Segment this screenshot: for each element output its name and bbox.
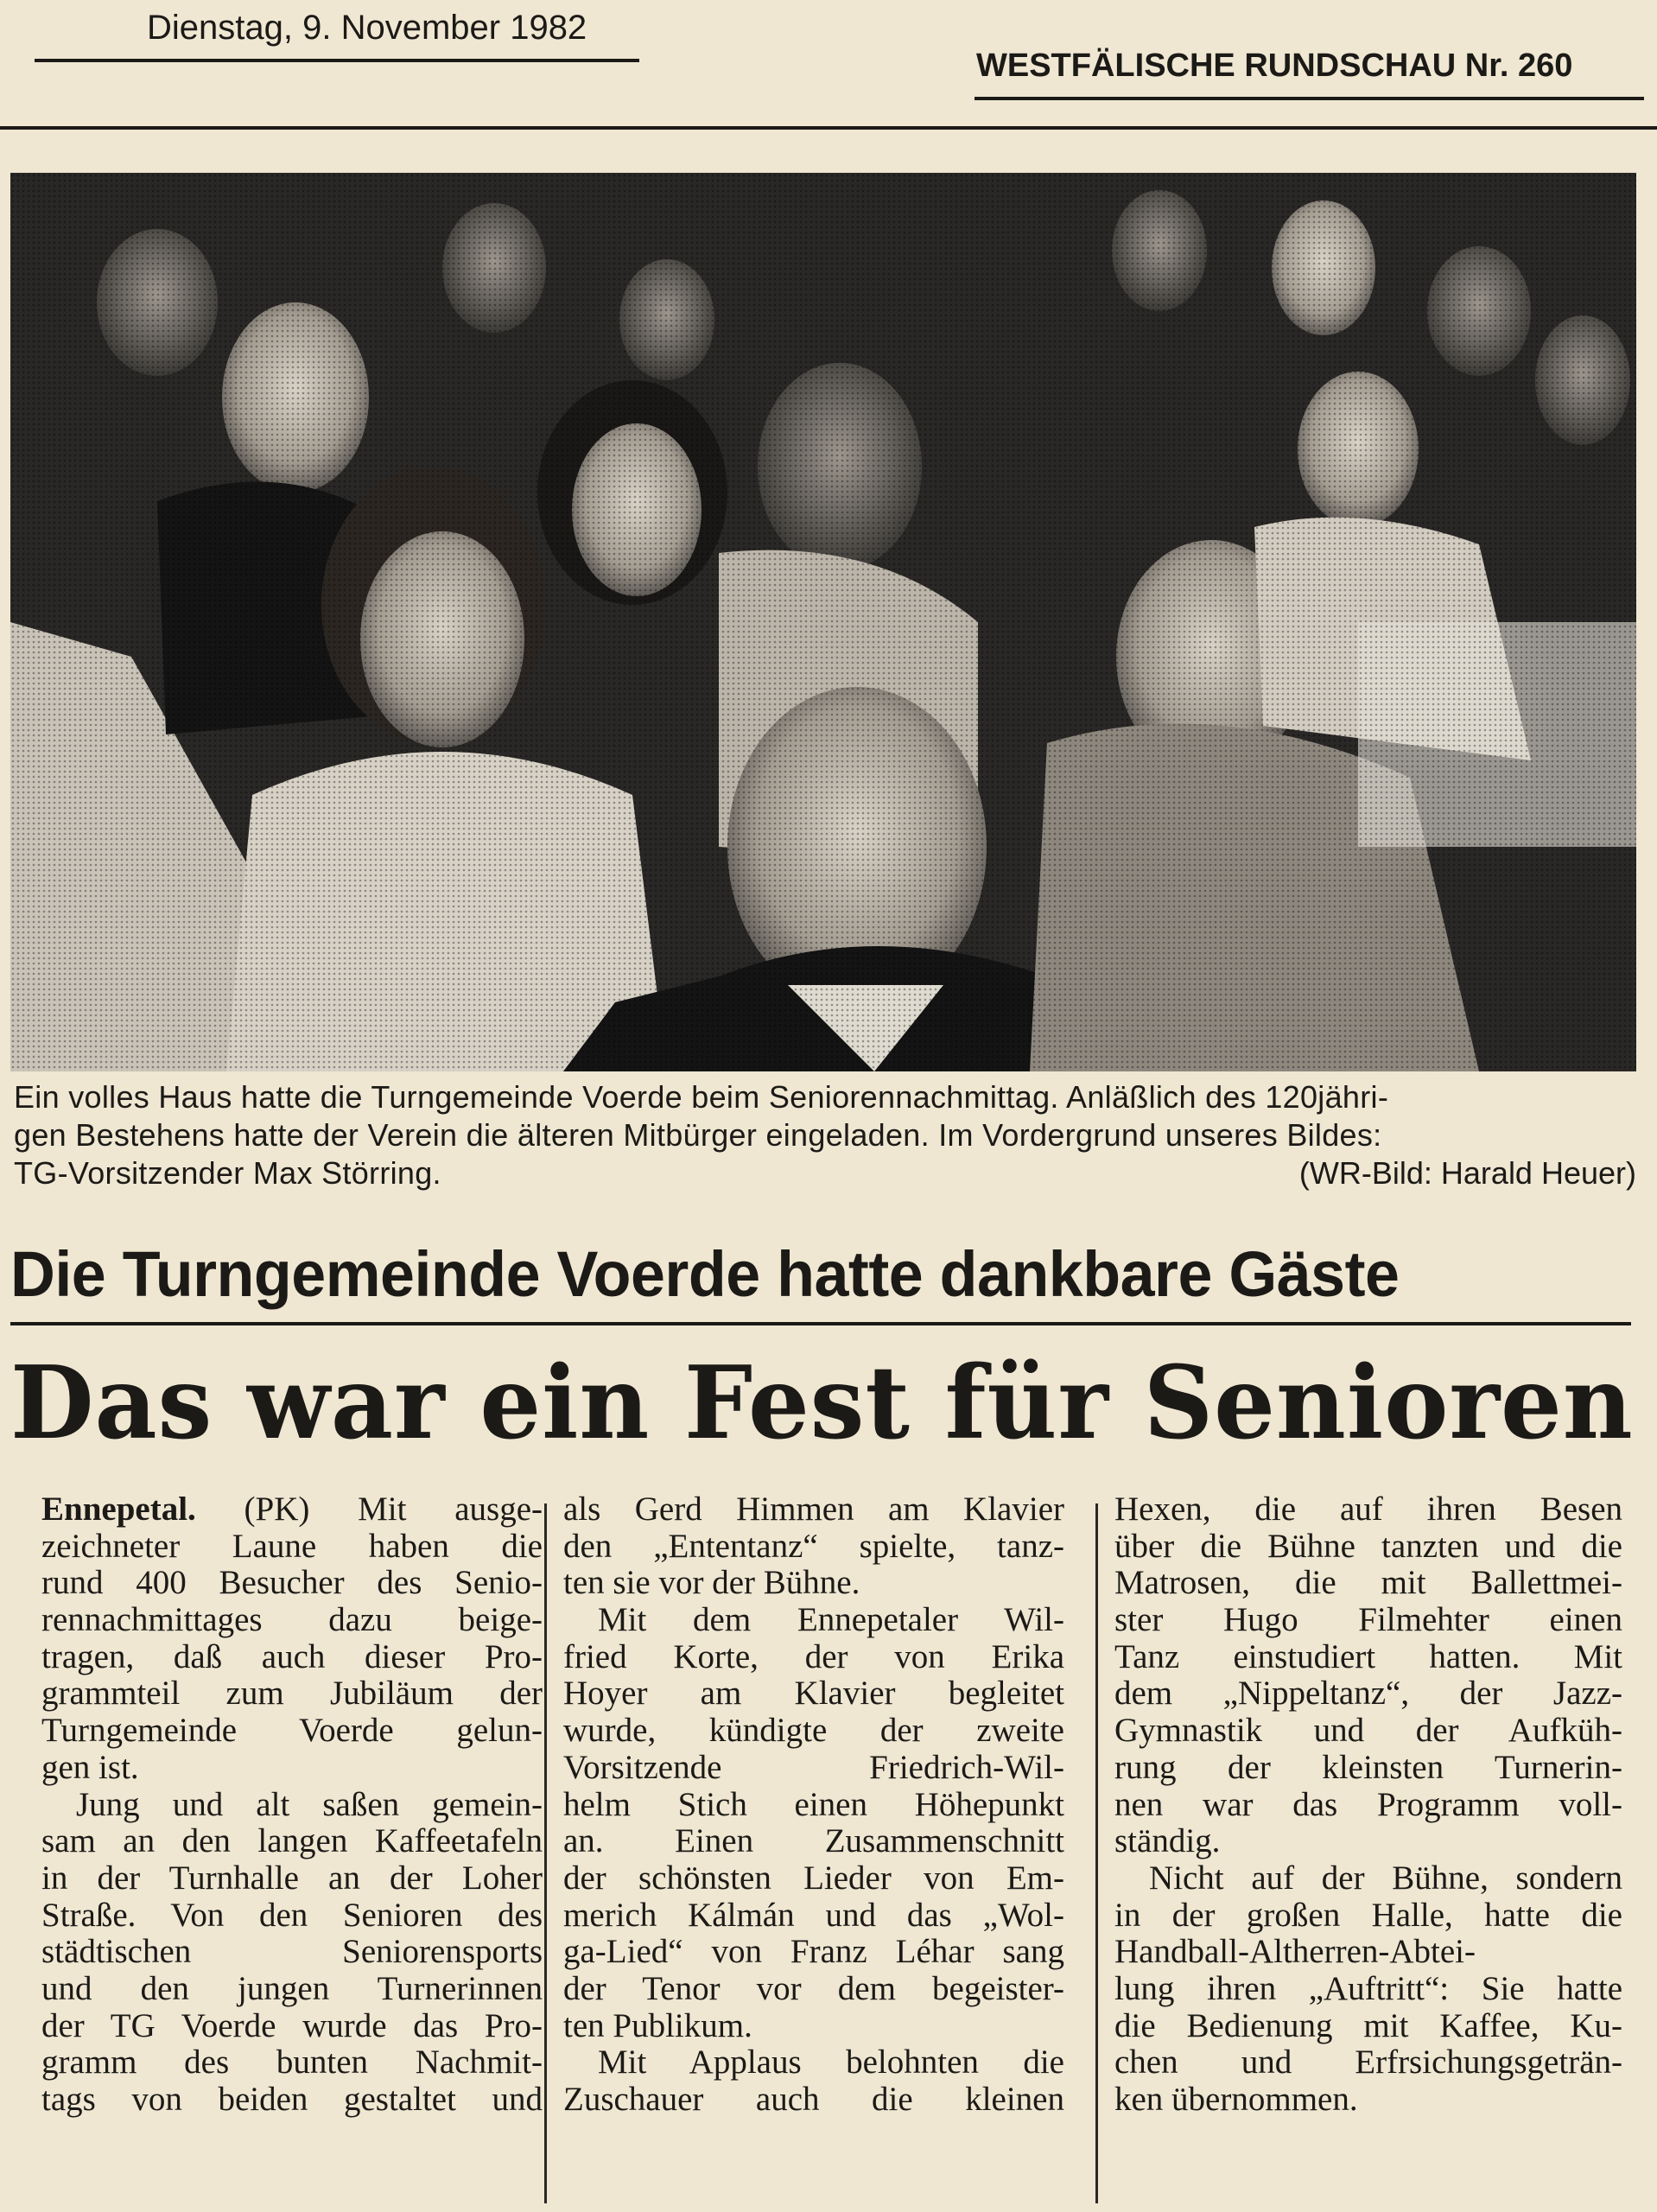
article-line: an. Einen Zusammenschnitt xyxy=(563,1823,1064,1860)
article-line: städtischen Seniorensports xyxy=(41,1934,543,1971)
article-line: fried Korte, der von Erika xyxy=(563,1638,1064,1675)
article-line: ständig. xyxy=(1114,1823,1221,1860)
article-line: ster Hugo Filmehter einen xyxy=(1114,1602,1622,1639)
date-underline xyxy=(35,59,639,62)
article-line: Nicht auf der Bühne, sondern xyxy=(1149,1859,1622,1897)
article-line: Hoyer am Klavier begleitet xyxy=(563,1675,1064,1713)
column-rule-2 xyxy=(1095,1503,1098,2203)
photo-caption-line-1: Ein volles Haus hatte die Turngemeinde Voerde beim Seniorennachmittag. Anläßlich des 120jähri- xyxy=(14,1079,1389,1115)
photo-caption-line-2: gen Bestehens hatte der Verein die älteren Mitbürger eingeladen. Im Vordergrund unseres Bildes: xyxy=(14,1117,1382,1153)
article-line: chen und Erfrsichungsgeträn- xyxy=(1114,2044,1622,2082)
article-line: rund 400 Besucher des Senio- xyxy=(41,1565,543,1602)
article-line: der TG Voerde wurde das Pro- xyxy=(41,2007,543,2044)
article-line: Handball-Altherren-Abtei- xyxy=(1114,1934,1476,1971)
article-line: Gymnastik und der Aufküh- xyxy=(1114,1713,1622,1750)
article-line: ten Publikum. xyxy=(563,2007,752,2044)
article-line: sam an den langen Kaffeetafeln xyxy=(41,1823,543,1860)
article-line: gramm des bunten Nachmit- xyxy=(41,2044,543,2082)
article-line: merich Kálmán und das „Wol- xyxy=(563,1897,1064,1934)
headline-rule xyxy=(10,1322,1631,1325)
article-line: der schönsten Lieder von Em- xyxy=(563,1859,1064,1897)
column-rule-1 xyxy=(544,1503,547,2203)
article-column-2 xyxy=(563,1491,1064,2119)
article-column-1 xyxy=(41,1491,543,2119)
article-line: Jung und alt saßen gemein- xyxy=(76,1786,543,1823)
article-line xyxy=(41,1491,543,1529)
masthead-underline xyxy=(975,97,1644,100)
article-line: die Bedienung mit Kaffee, Ku- xyxy=(1114,2007,1622,2044)
article-line: ga-Lied“ von Franz Léhar sang xyxy=(563,1934,1064,1971)
article-line: über die Bühne tanzten und die xyxy=(1114,1528,1622,1565)
article-line: Vorsitzende Friedrich-Wil- xyxy=(563,1749,1064,1786)
headline: Das war ein Fest für Senioren xyxy=(10,1344,1634,1462)
crowd-photo-illustration xyxy=(10,173,1636,1071)
article-line: grammteil zum Jubiläum der xyxy=(41,1675,543,1713)
photo-credit: (WR-Bild: Harald Heuer) xyxy=(1298,1155,1636,1191)
article-line: rennachmittages dazu beige- xyxy=(41,1602,543,1639)
article-line: Mit dem Ennepetaler Wil- xyxy=(598,1602,1064,1639)
article-line: dem „Nippeltanz“, der Jazz- xyxy=(1114,1675,1622,1713)
article-line: wurde, kündigte der zweite xyxy=(563,1713,1064,1750)
article-line: rung der kleinsten Turnerin- xyxy=(1114,1749,1622,1786)
article-line: Straße. Von den Senioren des xyxy=(41,1897,543,1934)
subheadline: Die Turngemeinde Voerde hatte dankbare Gäste xyxy=(10,1238,1400,1310)
dateline: Ennepetal. xyxy=(41,1491,196,1528)
article-line: lung ihren „Auftritt“: Sie hatte xyxy=(1114,1970,1622,2007)
article-line: den „Ententanz“ spielte, tanz- xyxy=(563,1528,1064,1565)
article-line: Zuschauer auch die kleinen xyxy=(563,2082,1064,2118)
article-line: Matrosen, die mit Ballettmei- xyxy=(1114,1565,1622,1602)
article-line: der Tenor vor dem begeister- xyxy=(563,1970,1064,2007)
event-photo xyxy=(10,173,1636,1071)
article-line-text: (PK) Mit ausge- xyxy=(195,1491,543,1528)
article-line: in der großen Halle, hatte die xyxy=(1114,1897,1622,1934)
article-line: tags von beiden gestaltet und xyxy=(41,2082,543,2118)
article-line: Turngemeinde Voerde gelun- xyxy=(41,1713,543,1750)
article-line: in der Turnhalle an der Loher xyxy=(41,1859,543,1897)
photo-caption-line-3: TG-Vorsitzender Max Störring. xyxy=(14,1155,441,1191)
article-line: und den jungen Turnerinnen xyxy=(41,1970,543,2007)
article-line: Tanz einstudiert hatten. Mit xyxy=(1114,1638,1622,1675)
article-column-3 xyxy=(1114,1491,1622,2119)
article-line: helm Stich einen Höhepunkt xyxy=(563,1786,1064,1823)
article-line: ken übernommen. xyxy=(1114,2082,1358,2118)
article-line: als Gerd Himmen am Klavier xyxy=(563,1491,1064,1528)
article-line: nen war das Programm voll- xyxy=(1114,1786,1622,1823)
issue-date: Dienstag, 9. November 1982 xyxy=(147,9,587,47)
page-top-rule xyxy=(0,126,1657,130)
newspaper-name: WESTFÄLISCHE RUNDSCHAU Nr. 260 xyxy=(976,48,1573,84)
article-line: gen ist. xyxy=(41,1749,139,1786)
article-line: Hexen, die auf ihren Besen xyxy=(1114,1491,1622,1528)
article-line: zeichneter Laune haben die xyxy=(41,1528,543,1565)
article-line: Mit Applaus belohnten die xyxy=(598,2044,1064,2082)
article-line: ten sie vor der Bühne. xyxy=(563,1565,860,1602)
article-line: tragen, daß auch dieser Pro- xyxy=(41,1638,543,1675)
